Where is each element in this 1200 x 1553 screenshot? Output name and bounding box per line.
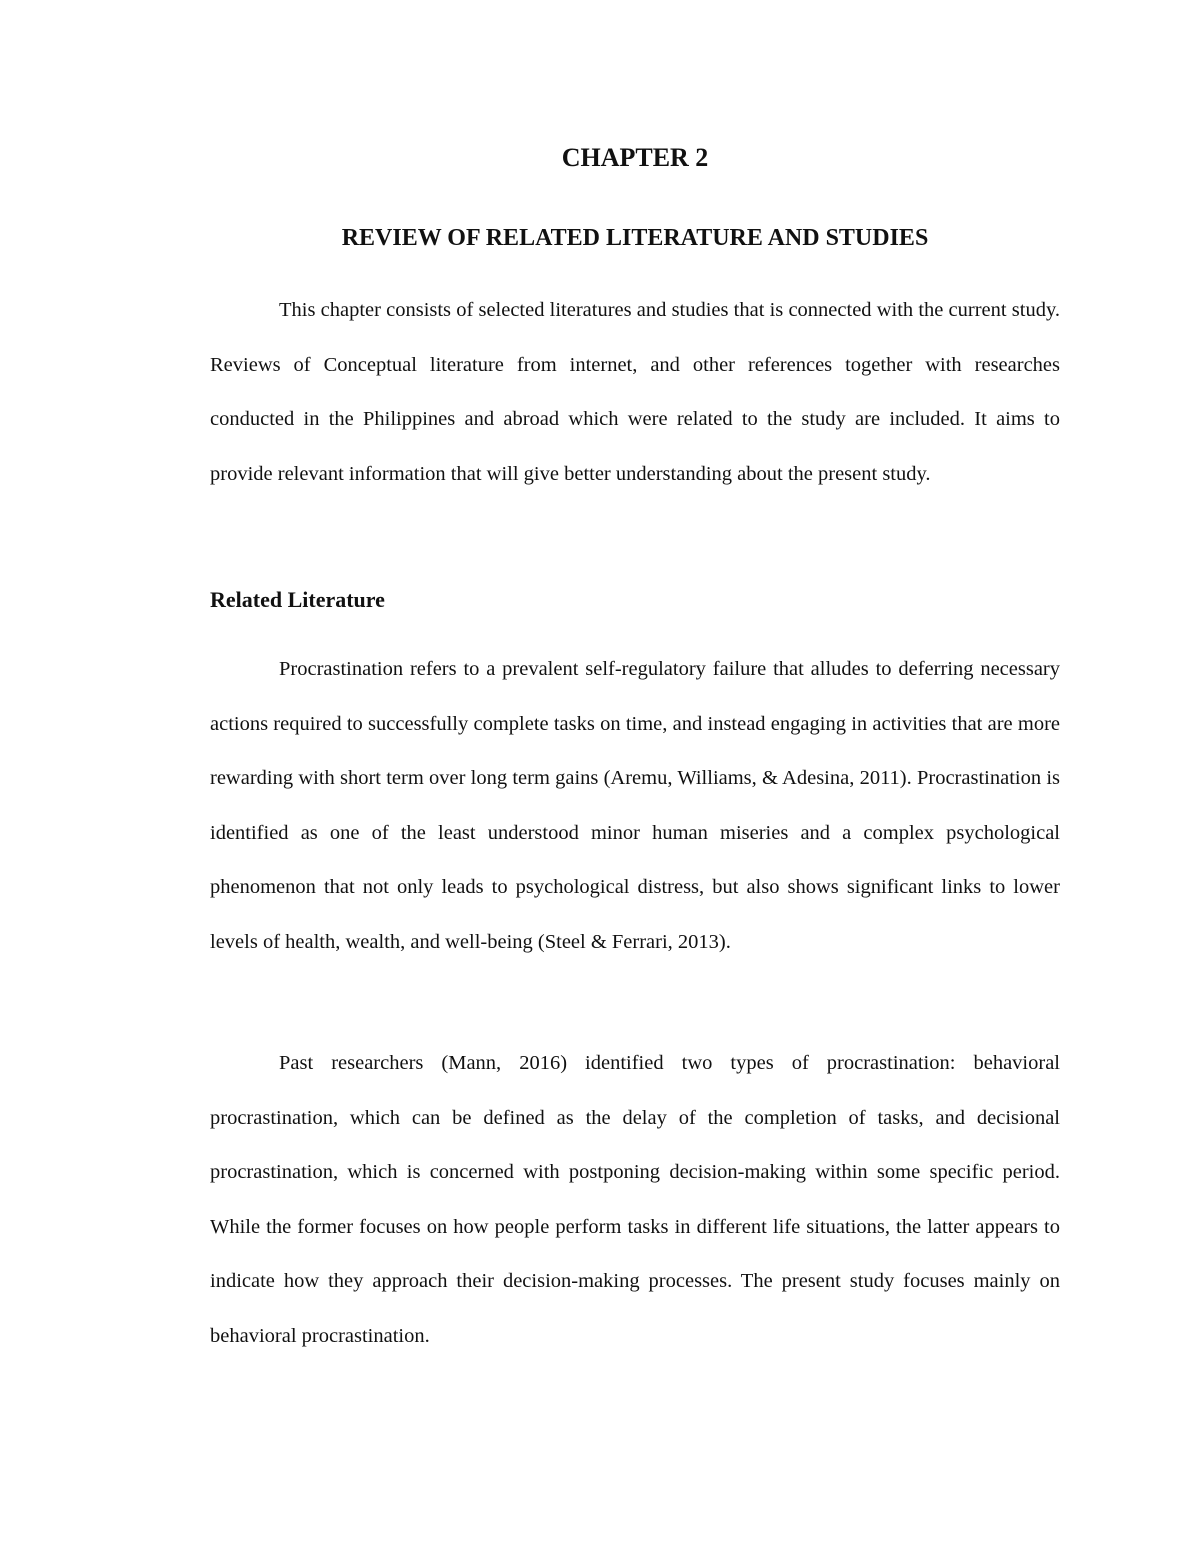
intro-paragraph: This chapter consists of selected literatures and studies that is connected with the current study. Reviews of Conceptual literature from internet, and other references together with researches conducted in the Philippines and abroad which were related to the study are included. It aims to provide relevant information that will give better understanding about the present study. [210,299,1060,485]
section-heading-related-literature: Related Literature [210,587,385,612]
chapter-number: CHAPTER 2 [561,143,709,172]
procrastination-paragraph: Procrastination refers to a prevalent self-regulatory failure that alludes to deferring necessary actions required to successfully complete tasks on time, and instead engaging in activities that are more rewarding with short term over long term gains (Aremu, Williams, & Adesina, 2011). Procrastination is identified as one of the least understood minor human miseries and a complex psychological phenomenon that not only leads to psychological distress, but also shows significant links to lower levels of health, wealth, and well-being (Steel & Ferrari, 2013). [210,658,1060,953]
chapter-title: REVIEW OF RELATED LITERATURE AND STUDIES [341,225,929,251]
past-research-paragraph: Past researchers (Mann, 2016) identified two types of procrastination: behavioral procrastination, which can be defined as the delay of the completion of tasks, and decisional procrastination, which is concerned with postponing decision-making within some specific period. While the former focuses on how people perform tasks in different life situations, the latter appears to indicate how they approach their decision-making processes. The present study focuses mainly on behavioral procrastination. [210,1052,1060,1347]
